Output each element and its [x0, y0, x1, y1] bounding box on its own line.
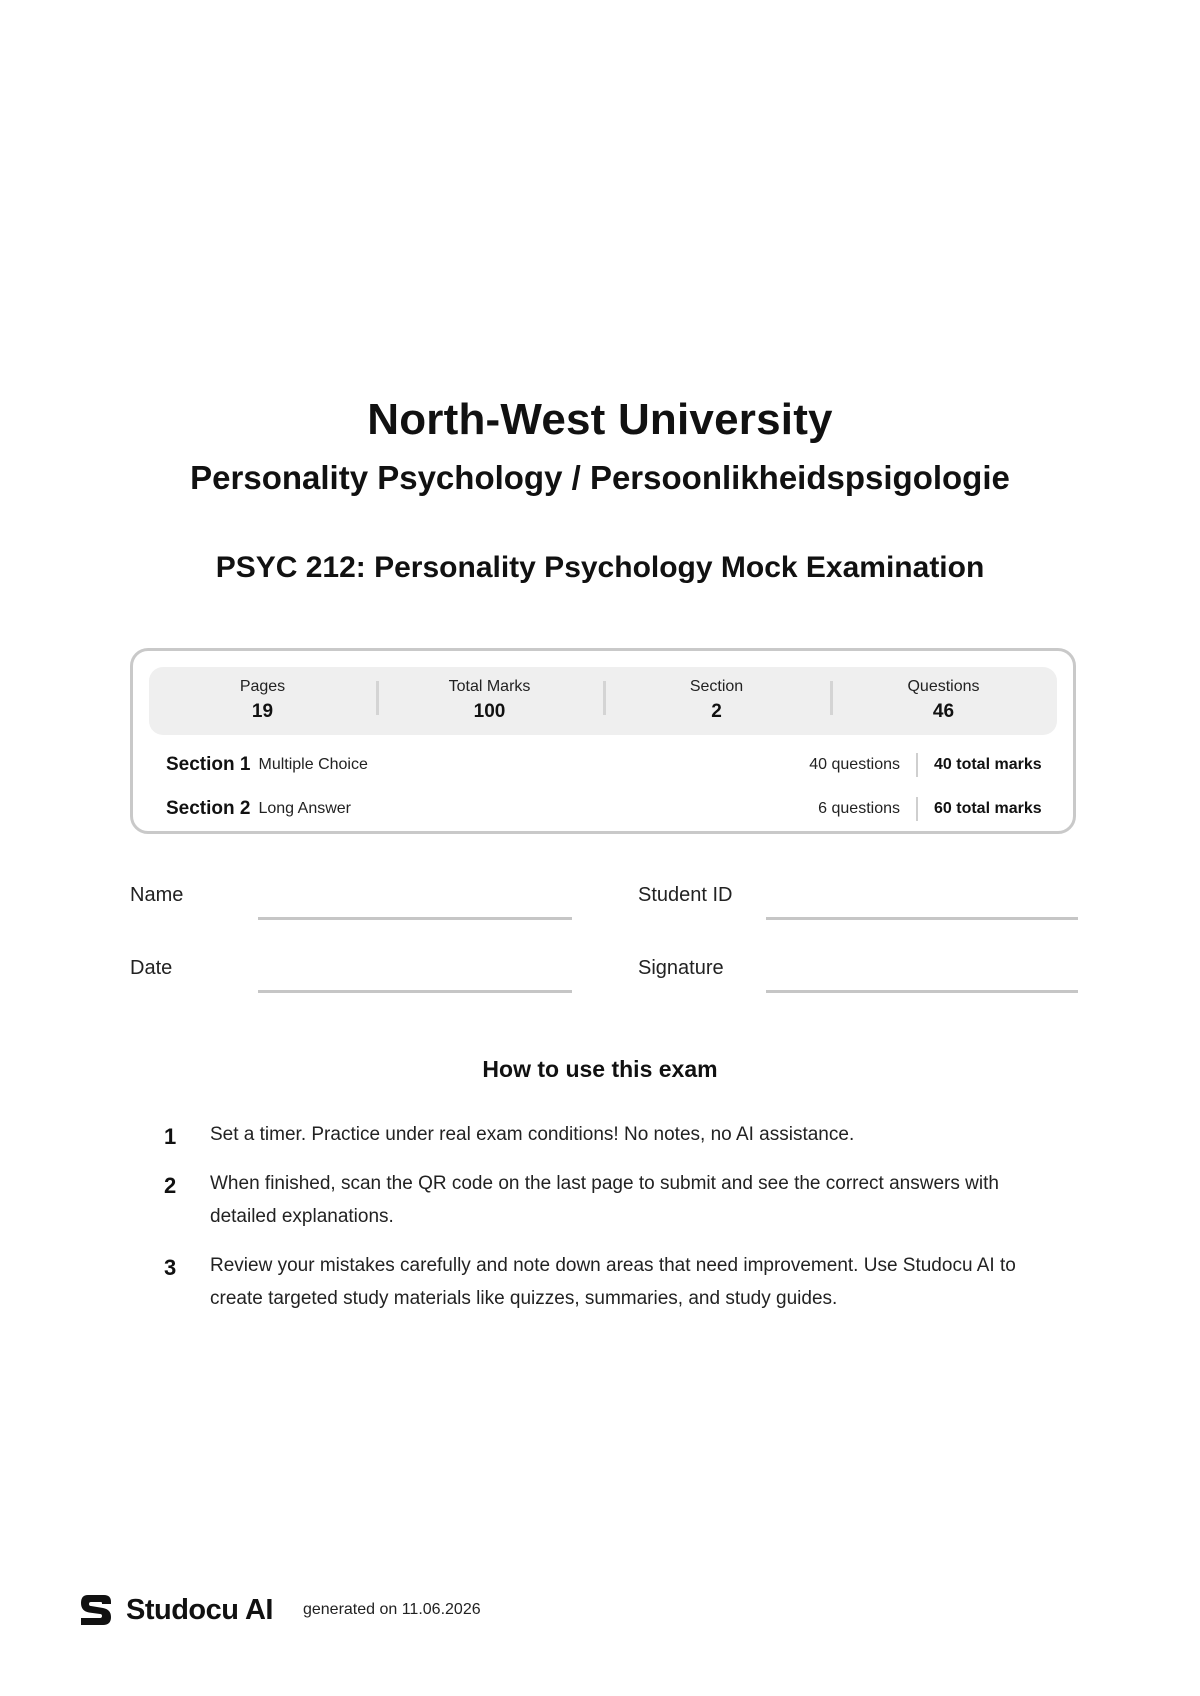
list-item [160, 1167, 1060, 1233]
student-id-field[interactable] [638, 880, 1078, 920]
section-marks: 60 total marks [934, 800, 1042, 817]
stat-total-marks [376, 677, 603, 725]
stat-value: 19 [251, 701, 274, 722]
title-block [0, 392, 1200, 588]
stat-section [603, 677, 830, 725]
stat-value: 100 [473, 701, 506, 722]
step-text: Set a timer. Practice under real exam conditions! No notes, no AI assistance. [210, 1124, 855, 1145]
stat-label: Questions [907, 678, 980, 695]
course-name: Personality Psychology / Persoonlikheidspsigologie [190, 459, 1010, 496]
footer [78, 1588, 481, 1632]
step-text: When finished, scan the QR code on the last page to submit and see the correct answers with detailed explanations. [210, 1173, 999, 1227]
list-item [160, 1118, 1060, 1151]
date-label: Date [130, 957, 173, 979]
stat-value: 46 [932, 701, 955, 722]
student-id-label: Student ID [638, 884, 733, 906]
generated-date: generated on 11.06.2026 [302, 1601, 481, 1618]
date-field[interactable] [130, 953, 574, 993]
signature-label: Signature [638, 957, 724, 979]
section-type: Long Answer [258, 800, 351, 817]
step-number: 2 [164, 1173, 177, 1198]
step-text: Review your mistakes carefully and note down areas that need improvement. Use Studocu AI to create targeted study materials like quizzes, summaries, and study guides. [210, 1255, 1016, 1309]
signature-field[interactable] [638, 953, 1078, 993]
section-name: Section 1 [166, 754, 251, 775]
name-field[interactable] [130, 880, 574, 920]
section-name: Section 2 [166, 798, 251, 819]
section-question-count: 40 questions [809, 756, 900, 773]
university-name: North-West University [367, 395, 833, 444]
date-line[interactable] [258, 990, 572, 993]
step-number: 3 [164, 1255, 177, 1280]
student-id-line[interactable] [766, 917, 1078, 920]
exam-summary-card [130, 648, 1076, 834]
stat-label: Section [689, 678, 744, 695]
list-item [160, 1249, 1060, 1315]
section-type: Multiple Choice [258, 756, 368, 773]
brand-name: Studocu AI [126, 1593, 273, 1626]
section-marks: 40 total marks [934, 756, 1042, 773]
name-label: Name [130, 884, 184, 906]
section-question-count: 6 questions [818, 800, 900, 817]
signature-line[interactable] [766, 990, 1078, 993]
section-row-2 [166, 795, 1046, 823]
stats-bar [149, 667, 1057, 735]
exam-title: PSYC 212: Personality Psychology Mock Examination [215, 551, 985, 584]
stat-label: Total Marks [448, 678, 531, 695]
studocu-logo-icon [78, 1592, 114, 1628]
step-number: 1 [164, 1124, 177, 1149]
section-row-1 [166, 751, 1046, 779]
stat-value: 2 [711, 701, 722, 722]
stat-questions [830, 677, 1057, 725]
stat-pages [149, 677, 376, 725]
howto-steps [160, 1118, 1060, 1331]
howto-heading: How to use this exam [482, 1056, 718, 1082]
stat-label: Pages [239, 678, 286, 695]
name-line[interactable] [258, 917, 572, 920]
